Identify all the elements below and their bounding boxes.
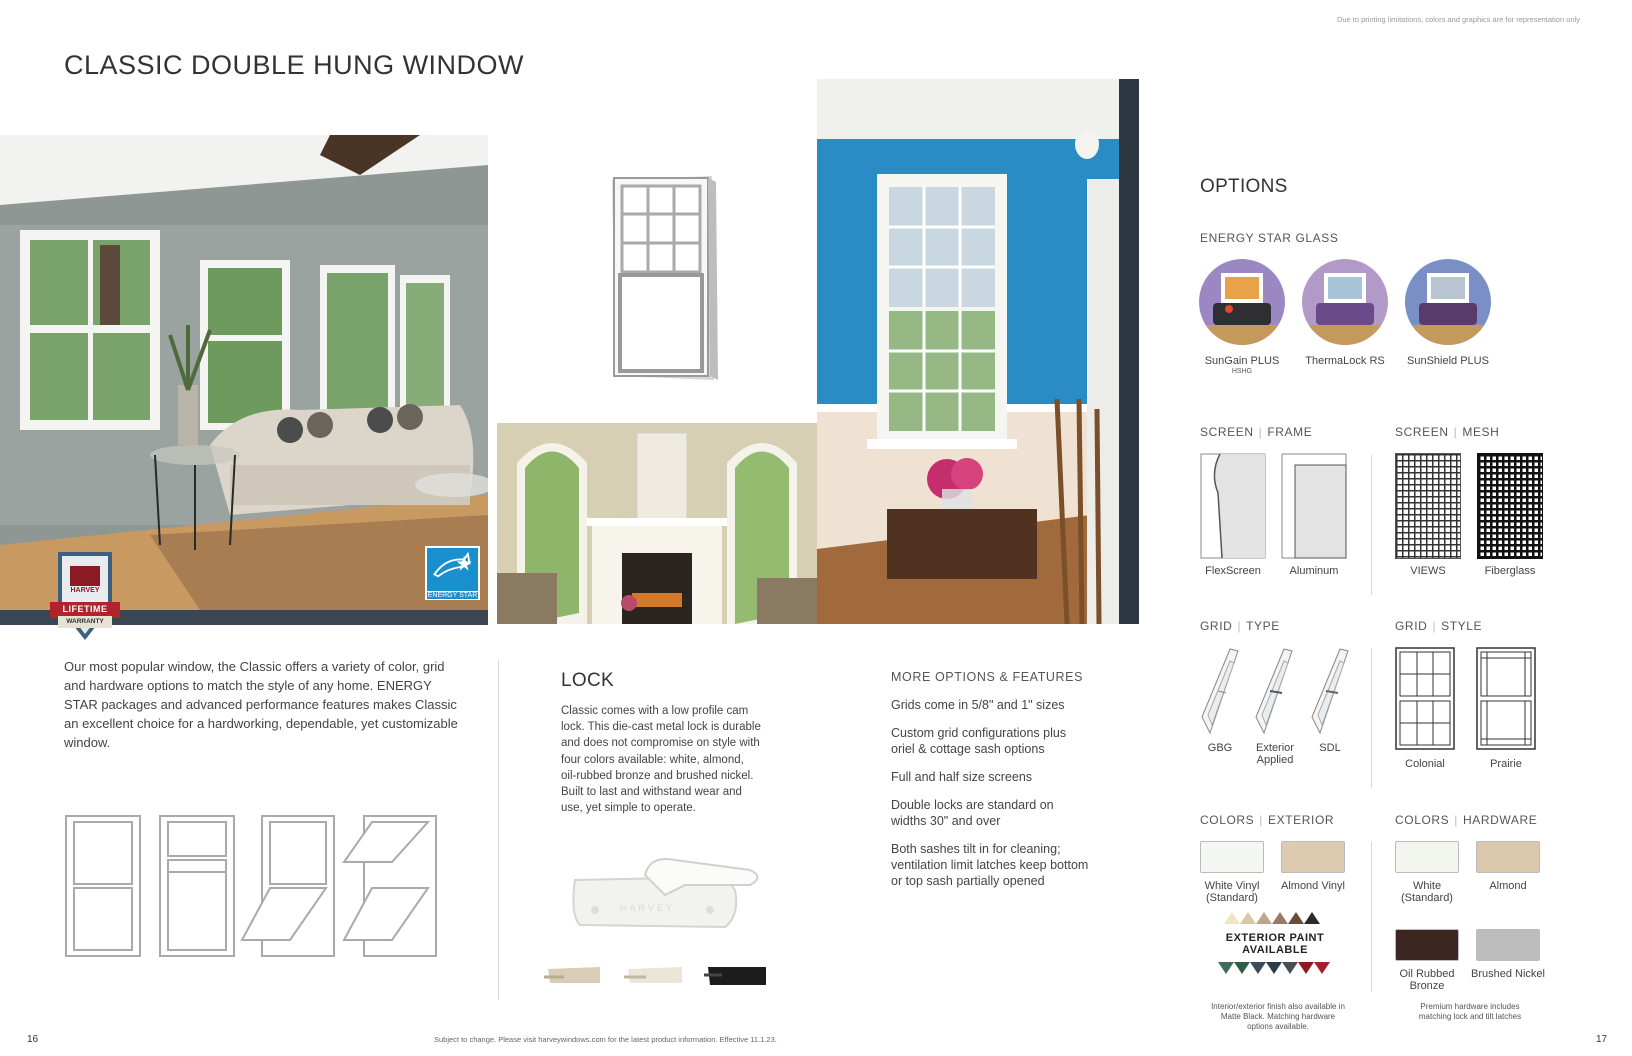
- grid-style-heading: GRID | STYLE: [1395, 619, 1483, 633]
- energy-star-glass-heading: ENERGY STAR GLASS: [1200, 231, 1339, 245]
- heading-part: GRID: [1200, 619, 1233, 633]
- feature-item: Custom grid configurations plus oriel & cottage sash options: [891, 726, 1067, 756]
- lock-color-almond: [544, 963, 604, 985]
- lifetime-warranty-badge: [50, 550, 120, 642]
- sungain-label: SunGain PLUS: [1204, 355, 1280, 367]
- feature-item: Grids come in 5/8" and 1" sizes: [891, 698, 1065, 712]
- more-options-list: [891, 697, 1091, 901]
- sunshield-label: SunShield PLUS: [1407, 355, 1489, 367]
- sungain-sublabel: HSHG: [1231, 368, 1253, 375]
- lock-heading: LOCK: [561, 670, 614, 691]
- aluminum-label: Aluminum: [1289, 565, 1339, 577]
- colors-exterior-heading: COLORS | EXTERIOR: [1200, 813, 1335, 827]
- white-hardware-label: White (Standard): [1401, 880, 1453, 904]
- colonial-grid-image: [1395, 647, 1455, 750]
- more-options-heading: MORE OPTIONS & FEATURES: [891, 670, 1084, 684]
- feature-item: Double locks are standard on widths 30" and over: [891, 798, 1054, 828]
- grid-type-heading: GRID | TYPE: [1200, 619, 1280, 633]
- almond-vinyl-label: Almond Vinyl: [1281, 880, 1345, 892]
- exterior-paint-line2: AVAILABLE: [1242, 944, 1308, 956]
- sdl-label: SDL: [1319, 742, 1341, 754]
- divider-screen: [1371, 455, 1372, 595]
- heading-part: STYLE: [1441, 619, 1483, 633]
- energy-star-logo: [425, 546, 480, 600]
- flexscreen-label: FlexScreen: [1205, 565, 1261, 577]
- screen-mesh-heading: SCREEN | MESH: [1395, 425, 1500, 439]
- heading-part: GRID: [1395, 619, 1428, 633]
- warranty-brand: HARVEY: [70, 587, 100, 594]
- colonial-label: Colonial: [1405, 758, 1445, 770]
- blue-room-photo: [817, 79, 1139, 624]
- sdl-image: [1310, 647, 1350, 735]
- screen-frame-heading: SCREEN | FRAME: [1200, 425, 1313, 439]
- cam-lock-image: [565, 855, 765, 935]
- heading-part: SCREEN: [1200, 425, 1254, 439]
- divider-grid: [1371, 648, 1372, 788]
- exterior-paint-line1: EXTERIOR PAINT: [1225, 932, 1325, 944]
- views-label: VIEWS: [1410, 565, 1446, 577]
- prairie-label: Prairie: [1490, 758, 1522, 770]
- energy-star-label: ENERGY STAR: [427, 592, 478, 599]
- heading-part: SCREEN: [1395, 425, 1449, 439]
- fiberglass-mesh-image: [1477, 453, 1543, 559]
- oil-rubbed-bronze-label: Oil Rubbed Bronze: [1399, 968, 1455, 992]
- sunshield-plus-image: [1405, 259, 1491, 345]
- flexscreen-image: [1200, 453, 1266, 559]
- heading-part: COLORS: [1200, 813, 1255, 827]
- lock-color-bronze: [704, 963, 768, 985]
- exterior-paint-graphic: [1210, 910, 1340, 982]
- white-vinyl-label: White Vinyl (Standard): [1204, 880, 1260, 904]
- window-tilt-illustrations: [62, 812, 462, 964]
- aluminum-image: [1281, 453, 1347, 559]
- exterior-applied-label: Exterior Applied: [1256, 742, 1294, 766]
- fiberglass-label: Fiberglass: [1484, 565, 1536, 577]
- gbg-label: GBG: [1207, 742, 1233, 754]
- hardware-note: Premium hardware includes matching lock and tilt latches: [1418, 1002, 1522, 1021]
- warranty-line1: LIFETIME: [62, 604, 108, 614]
- fireplace-room-photo: [497, 423, 817, 624]
- heading-part: EXTERIOR: [1268, 813, 1335, 827]
- feature-item: Full and half size screens: [891, 770, 1033, 784]
- window-product-render: [512, 150, 812, 415]
- lock-text: Classic comes with a low profile cam lock. This die-cast metal lock is durable and does not compromise on style with four colors available: white, almond, oil-rubbed bronze and brushed nickel. Built to last and withstand wear and use, yet simple to operate.: [561, 705, 761, 815]
- lock-brand: HARVEY: [620, 903, 675, 913]
- heading-part: TYPE: [1246, 619, 1280, 633]
- almond-vinyl-swatch: [1281, 841, 1345, 873]
- exterior-finish-note: Interior/exterior finish also available in Matte Black. Matching hardware options available.: [1211, 1002, 1345, 1031]
- window-illustration-4: [344, 816, 436, 956]
- thermalock-label: ThermaLock RS: [1305, 355, 1385, 367]
- heading-part: MESH: [1462, 425, 1500, 439]
- sungain-plus-image: [1199, 259, 1285, 345]
- warranty-line2: WARRANTY: [66, 618, 104, 625]
- divider-colors: [1371, 842, 1372, 992]
- exterior-applied-image: [1254, 647, 1294, 735]
- window-illustration-3: [242, 816, 334, 956]
- almond-hardware-label: Almond: [1489, 880, 1527, 892]
- window-illustration-1: [66, 816, 140, 956]
- white-hardware-swatch: [1395, 841, 1459, 873]
- views-mesh-image: [1395, 453, 1461, 559]
- thermalock-rs-image: [1302, 259, 1388, 345]
- brushed-nickel-label: Brushed Nickel: [1471, 968, 1545, 980]
- prairie-grid-image: [1476, 647, 1536, 750]
- heading-part: FRAME: [1267, 425, 1313, 439]
- footer-disclaimer: Subject to change. Please visit harveywindows.com for the latest product information. Effective 11.1.23.: [434, 1035, 777, 1044]
- colors-hardware-heading: COLORS | HARDWARE: [1395, 813, 1538, 827]
- page-number-left: 16: [27, 1034, 39, 1045]
- heading-part: HARDWARE: [1463, 813, 1538, 827]
- feature-item: Both sashes tilt in for cleaning; ventilation limit latches keep bottom or top sash partially opened: [891, 842, 1089, 888]
- divider-intro-lock: [498, 660, 499, 1000]
- gbg-image: [1200, 647, 1240, 735]
- white-vinyl-swatch: [1200, 841, 1264, 873]
- brushed-nickel-swatch: [1476, 929, 1540, 961]
- page-number-right: 17: [1596, 1034, 1608, 1045]
- printing-disclaimer: Due to printing limitations, colors and graphics are for representation only: [1336, 15, 1580, 24]
- lock-color-white: [624, 963, 686, 985]
- options-heading: OPTIONS: [1200, 176, 1288, 197]
- intro-text: Our most popular window, the Classic offers a variety of color, grid and hardware options to match the style of any home. ENERGY STAR packages and advanced performance features makes Classic an excellent choice for a hardworking, dependable, yet customizable window.: [64, 659, 458, 750]
- page-title: CLASSIC DOUBLE HUNG WINDOW: [64, 50, 525, 80]
- almond-hardware-swatch: [1476, 841, 1540, 873]
- window-illustration-2: [160, 816, 234, 956]
- oil-rubbed-bronze-swatch: [1395, 929, 1459, 961]
- heading-part: COLORS: [1395, 813, 1450, 827]
